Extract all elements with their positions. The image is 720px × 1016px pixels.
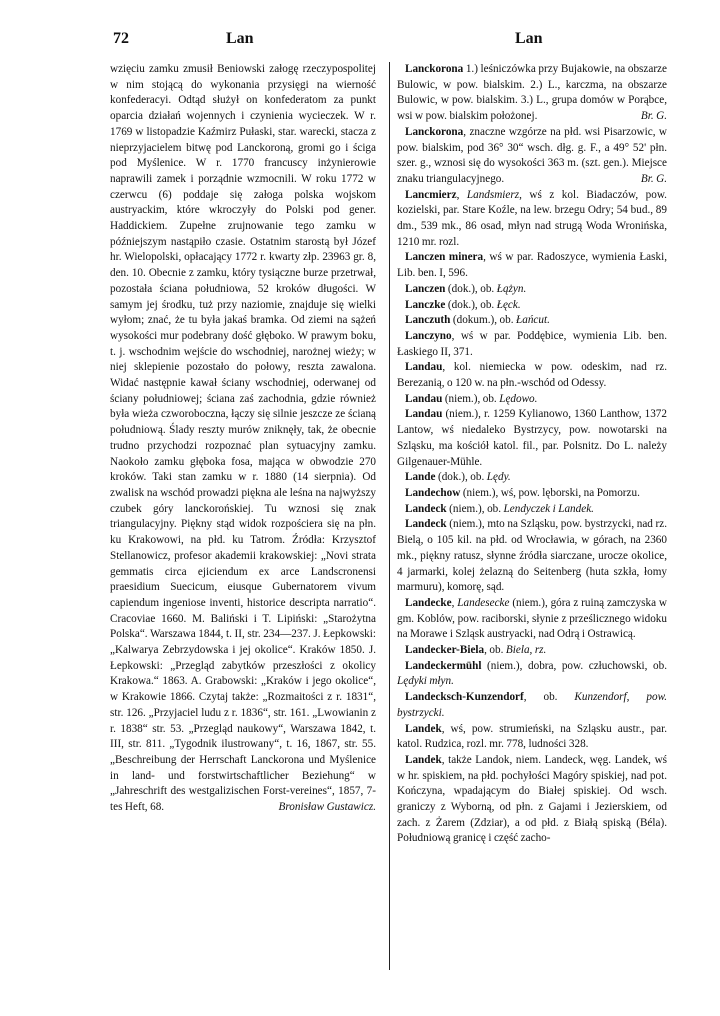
- entry-text: (dok.), ob.: [445, 282, 497, 295]
- entry-headword: Landek: [405, 753, 442, 766]
- entry-reference: Łążyn.: [496, 282, 527, 295]
- entry-text: , wś z kol. Biadaczów, pow. kozielski, par. Stare Koźle, na lew. brzegu Odry; 54 bud., 89 dm., 539 mk., 86 osad, młyn nad strugą Woda Wronińska, 1210 mr. rozl.: [397, 188, 667, 248]
- entry-text: (niem.), r. 1259 Kylianowo, 1360 Lanthow, 1372 Lantow, wś niedaleko Bystrzycy, pow. nowotarski na Szląsku, ma kościół katol. fil., par. Polsnitz. Do L. należy Gilgenauer-Mühle.: [397, 408, 667, 468]
- entry-reference: Lędowo.: [499, 392, 538, 405]
- entry-text: (niem.), ob.: [446, 502, 504, 515]
- entry-headword: Landau: [405, 392, 443, 405]
- entry-variant: Landsmierz: [466, 188, 520, 201]
- entry-text: (dok.), ob.: [435, 471, 487, 484]
- entry-text: , wś, pow. strumieński, na Szląsku austr., par. katol. Rudzica, rozl. mr. 778, ludności 328.: [397, 722, 667, 751]
- entry-text: , znaczne wzgórze na płd. wsi Pisarzowic, w pow. bialskim, pod 36° 30“ wsch. dłg. g. F., a 49° 52' płn. szer. g., wznosi się do wysokości 363 m. (szt. gen.). Miejsce znaku triangulacyjnego.: [397, 125, 667, 185]
- dictionary-entry: [397, 470, 667, 486]
- entry-text: , kol. niemiecka w pow. odeskim, nad rz. Berezanią, o 120 w. na płn.-wschód od Odessy.: [397, 361, 667, 390]
- entry-text: (dokum.), ob.: [450, 314, 516, 327]
- entry-text: , ob.: [523, 691, 575, 704]
- entry-headword: Landek: [405, 722, 442, 735]
- dictionary-entry: Lancmierz, Landsmierz, wś z kol. Biadaczów, pow. kozielski, par. Stare Koźle, na lew. brzegu Odry; 54 bud., 89 dm., 539 mk., 86 osad, młyn nad strugą Woda Wronińska, 1210 mr. rozl.: [397, 188, 667, 248]
- entry-text: (niem.), mto na Szląsku, pow. bystrzycki, nad rz. Bielą, o 105 kil. na płd. od Wrocławia, w górach, na 2360 mk., piękny ratusz, słynne źródła siarczane, urocze okolice, 4 jarmarki, kolej żelazną do Seitenberg (huta szkła, łomy marmuru), komorę, sąd.: [397, 518, 667, 594]
- dictionary-entry: [397, 313, 667, 329]
- entry-headword: Landecke: [405, 596, 452, 609]
- entry-reference: Lędyki młyn.: [397, 675, 454, 688]
- dictionary-entry: [397, 517, 667, 596]
- author-signature: Br. G.: [640, 110, 667, 123]
- entry-headword: Landecker-Biela: [405, 644, 485, 657]
- dictionary-entry: [397, 125, 667, 188]
- entry-text: , także Landok, niem. Landeck, węg. Landek, wś w hr. spiskiem, na płd. pochyłości Magóry spiskiej, nad pot. Kończyna, wpadającym do Białej spiskiej. Od wsch. graniczy z Wyborną, od płn. z Gajami i Jezierskiem, od zach. z Żarem (Zdziar), a od płd. z Białą spiską (Béla). Południową granicę i część zacho-: [397, 753, 667, 845]
- dictionary-entry: [397, 329, 667, 360]
- dictionary-entry: [397, 502, 667, 518]
- entry-variant: Landesecke: [457, 596, 510, 609]
- dictionary-entry: [397, 298, 667, 314]
- entry-headword: Lanckorona: [405, 125, 464, 138]
- author-signature: Br. G.: [640, 172, 667, 185]
- entry-text: wzięciu zamku zmusił Beniowski załogę rzeczypospolitej w nim stojącą do wykonania przysięgi na wierność konfederacyi. Odtąd służył on konfederatom za punkt oparcia działań wojennych i czynienia wycieczek. W r. 1769 w listopadzie Kaźmirz Pułaski, star. warecki, stacza z nieprzyjacielem bitwę pod Lanckoroną, gromi go i ściga pod Myślenice. W r. 1770 francuscy inżynierowie naprawili zamek i porządnie wzmocnili. W roku 1772 w czerwcu (6) poddaje się załoga polska wojskom austryackim, które wkroczyły do Polski pod gener. Haddickiem. Zupełne zrujnowanie tego zamku w późniejszym nastąpiło czasie. Ostatnim starostą był Józef hr. Wielopolski, opłacający 1772 r. kwarty złp. 23963 gr. 8, den. 10. Obecnie z zamku, który tysiączne burze przetrwał, pozostała ściana południowa, 52 kroków długości. W samym jej środku, tuż przy naziomie, znajduje się wielki wyłom; znać, że tu była jakaś bramka. Od ziemi na sążeń wysokości mur podebrany dość głęboko. W prawym boku, t. j. wschodnim wejście do wschodniej, narożnej wieży; w niej sklepienie pozostało do połowy, reszta zawalona. Widać następnie kawał ściany wschodniej, oderwanej od ściany południowej; ściana zaś zachodnia, gdzie również była wieża czworoboczna, łączy się silnie jeszcze ze ścianą południową. Ślady reszty murów zniknęły, tak, że obecnie trudno przychodzi rozpoznać plan sytuacyjny zamku. Naokoło zamku głęboka fosa, mająca w obwodzie 270 kroków. Taki stan zamku w r. 1880 (14 sierpnia). Od zwalisk na wschód prowadzi piękna ale leśna na najwyższy czubek góry lanckorońskiej. Tu wznosi się znak triangulacyjny. Piękny stąd widok rozpościera się na płn. ku Krakowowi, na płd. ku Tatrom. Źródła: Krzysztof Stellanowicz, profesor akademii krakowskiej: „Novi strata gemmatis circa ejiciendum ex arce Landscronensi praesidium Suecicum, eiusque Gubernatorem vivum capiendum ingeniose inventi, historice descripta narratio“. Cracoviae 1660. M. Baliński i T. Lipiński: „Starożytna Polska“. Warszawa 1844, t. II, str. 234—237. J. Łepkowski: „Kalwarya Zebrzydowska i jej okolice“. Kraków 1850. J. Łepkowski: „Przegląd zabytków przeszłości z okolicy Krakowa.“ 1863. A. Grabowski: „Kraków i jego okolice“, w Krakowie 1866. Czytaj także: „Rozmaitości z r. 1831“, str. 126. „Przyjaciel ludu z r. 1836“, str. 161. „Lwowianin z r. 1838“ str. 53. „Przegląd naukowy“, Warszawa 1842, t. III, str. 811. „Tygodnik ilustrowany“, t. 16, 1867, str. 55. „Beschreibung der Herrschaft Lanckorona und Myślenice in land- und forstwirtschaftlicher Beziehung“ w „Jahreschrift des westgalizischen Forst-vereines“, 1857, 7-tes Heft, 68.: [110, 63, 376, 814]
- column-divider: [389, 62, 390, 970]
- entry-text: (niem.), wś, pow. lęborski, na Pomorzu.: [460, 486, 640, 499]
- dictionary-entry: [397, 722, 667, 753]
- entry-text: (niem.), ob.: [442, 392, 500, 405]
- running-head-left: Lan: [226, 30, 254, 47]
- entry-headword: Lanczuth: [405, 314, 451, 327]
- entry-reference: Łęck.: [496, 298, 521, 311]
- dictionary-entry: [397, 407, 667, 470]
- author-signature: Bronisław Gustawicz.: [278, 801, 376, 814]
- dictionary-entry: [397, 643, 667, 659]
- entry-text: , wś w par. Poddębice, wymienia Lib. ben. Łaskiego II, 371.: [397, 329, 667, 358]
- entry-headword: Landau: [405, 361, 443, 374]
- dictionary-entry: [397, 392, 667, 408]
- entry-headword: Lanckorona: [405, 63, 464, 75]
- dictionary-entry: [397, 690, 667, 721]
- dictionary-entry: [397, 282, 667, 298]
- dictionary-entry: [397, 250, 667, 281]
- entry-text: , wś w par. Radoszyce, wymienia Łaski, Lib. ben. I, 596.: [397, 251, 667, 280]
- entry-text: (dok.), ob.: [445, 298, 497, 311]
- entry-continuation: [110, 62, 376, 816]
- entry-headword: Landeck: [405, 518, 447, 531]
- entry-headword: Lanczen: [405, 282, 446, 295]
- dictionary-entry: [397, 360, 667, 391]
- right-column: [397, 62, 667, 972]
- entry-text: (niem.), dobra, pow. człuchowski, ob.: [481, 659, 667, 672]
- entry-headword: Lanczyno: [405, 329, 452, 342]
- dictionary-entry: [397, 753, 667, 847]
- entry-reference: Biela, rz.: [505, 644, 547, 657]
- entry-text: (niem.), góra z ruiną zamczyska w gm. Koblów, pow. raciborski, słynie z prześlicznego widoku na Morawe i Szląsk austryacki, nad Odrą i Ostrawicą.: [397, 596, 667, 641]
- left-column: [110, 62, 376, 972]
- entry-reference: Lendyczek i Landek.: [503, 502, 594, 515]
- dictionary-entry: [397, 486, 667, 502]
- entry-headword: Lande: [405, 471, 436, 484]
- entry-headword: Landau: [405, 408, 443, 421]
- running-head-right: Lan: [515, 30, 543, 47]
- entry-reference: Kunzendorf, pow. bystrzycki.: [397, 691, 667, 719]
- entry-headword: Landecksch-Kunzendorf: [405, 691, 524, 704]
- entry-headword: Lanczen minera: [405, 251, 484, 264]
- entry-headword: Landechow: [405, 486, 461, 499]
- entry-headword: Landeck: [405, 502, 447, 515]
- entry-text: 1.) leśniczówka przy Bujakowie, na obszarze Bulowic, w pow. bialskim. 2.) L., karczma, na obszarze Bulowic, w pow. bialskim. 3.) L., grupa domów w Porąbce, wsi w pow. bialskim położonej.: [397, 63, 667, 123]
- entry-headword: Lancmierz: [405, 188, 457, 201]
- dictionary-entry: Landecke, Landesecke (niem.), góra z ruiną zamczyska w gm. Koblów, pow. raciborski, słynie z prześlicznego widoku na Morawe i Szląsk austryacki, nad Odrą i Ostrawicą.: [397, 596, 667, 641]
- entry-headword: Lanczke: [405, 298, 446, 311]
- entry-text: , ob.: [484, 644, 506, 657]
- entry-headword: Landeckermühl: [405, 659, 482, 672]
- entry-reference: Lędy.: [486, 471, 511, 484]
- entry-reference: Łańcut.: [516, 314, 550, 327]
- dictionary-entry: [397, 62, 667, 125]
- dictionary-entry: [397, 659, 667, 690]
- page-number: 72: [113, 30, 129, 47]
